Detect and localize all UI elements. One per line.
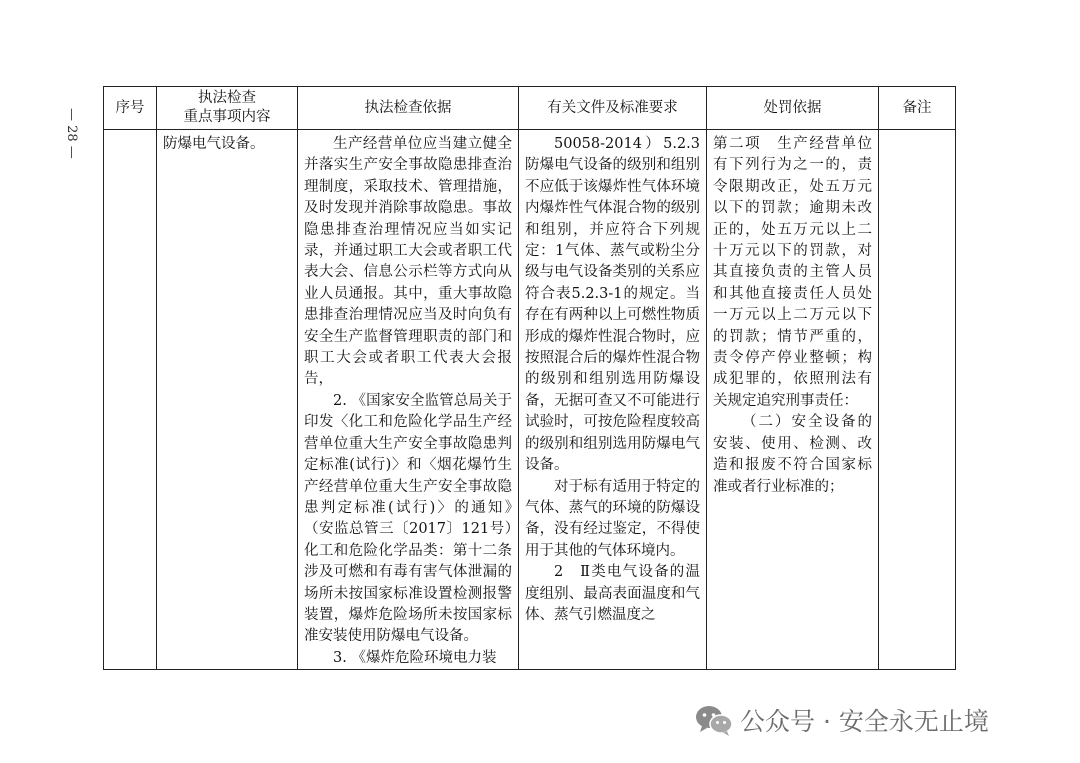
basis-paragraph: 生产经营单位应当建立健全并落实生产安全事故隐患排查治理制度，采取技术、管理措施，及时发现并消除事故隐患。事故隐患排查治理情况应当如实记录，并通过职工大会或者职工代表大会、信息公示栏等方式向从业人员通报。其中，重大事故隐患排查治理情况应当及时向负有安全生产监督管理职责的部门和职工大会或者职工代表大会报告，	[304, 136, 512, 388]
standards-paragraph: 2 Ⅱ类电气设备的温度组别、最高表面温度和气体、蒸气引燃温度之	[525, 564, 700, 623]
header-item-line1: 执法检查	[198, 90, 256, 106]
basis-paragraph: 2. 《国家安全监管总局关于印发〈化工和危险化学品生产经营单位重大生产安全事故隐患判定标准(试行)〉和〈烟花爆竹生产经营单位重大生产安全事故隐患判定标准(试行)〉的通知》 （安监总管三〔2017〕121号）化工和危险化学品类：第十二条 涉及可燃和有毒有害气体泄漏的场所未按国家标准设置检测报警装置，爆炸危险场所未按国家标准安装使用防爆电气设备。	[304, 392, 527, 645]
item-text: 防爆电气设备。	[163, 136, 265, 152]
penalty-paragraph: （二）安全设备的安装、使用、检测、改造和报废不符合国家标准或者行业标准的；	[713, 414, 872, 495]
header-remark: 备注	[879, 87, 956, 130]
cell-remark	[879, 130, 956, 670]
page-number: — 28 —	[64, 108, 79, 159]
header-row	[104, 87, 956, 130]
cell-item	[157, 130, 298, 670]
standards-paragraph: 50058-2014）5.2.3 防爆电气设备的级别和组别不应低于该爆炸性气体环境内爆炸性气体混合物的级别和组别，并应符合下列规定：1气体、蒸气或粉尘分级与电气设备类别的关系应符合表5.2.3-1的规定。当存在有两种以上可燃性物质形成的爆炸性混合物时，应按照混合后的爆炸性混合物的级别和组别选用防爆设备，无据可查又不可能进行试验时，可按危险程度较高的级别和组别选用防爆电气设备。	[525, 136, 715, 474]
header-item	[157, 87, 298, 130]
header-basis: 执法检查依据	[298, 87, 519, 130]
cell-seq	[104, 130, 157, 670]
cell-standards	[519, 130, 715, 670]
cell-penalty	[707, 130, 879, 670]
penalty-paragraph: 第二项 生产经营单位有下列行为之一的，责令限期改正，处五万元以下的罚款；逾期未改正的，处五万元以上二十万元以下的罚款，对其直接负责的主管人员和其他直接责任人员处一万元以上二万元以下的罚款；情节严重的，责令停产停业整顿；构成犯罪的，依照刑法有关规定追究刑事责任：	[713, 136, 872, 409]
basis-paragraph: 3. 《爆炸危险环境电力装	[333, 649, 497, 666]
standards-paragraph: 对于标有适用于特定的气体、蒸气的环境的防爆设备，没有经过鉴定，不得使用于其他的气体环境内。	[525, 478, 700, 559]
header-seq: 序号	[104, 87, 157, 130]
header-penalty: 处罚依据	[707, 87, 879, 130]
watermark-text: 公众号 · 安全永无止境	[740, 707, 989, 736]
header-standards: 有关文件及标准要求	[519, 87, 707, 130]
header-item-line2: 重点事项内容	[183, 109, 271, 125]
enforcement-table	[103, 86, 956, 670]
table-row	[104, 130, 956, 670]
watermark	[694, 702, 989, 738]
cell-basis	[298, 130, 527, 670]
wechat-icon	[694, 703, 734, 737]
